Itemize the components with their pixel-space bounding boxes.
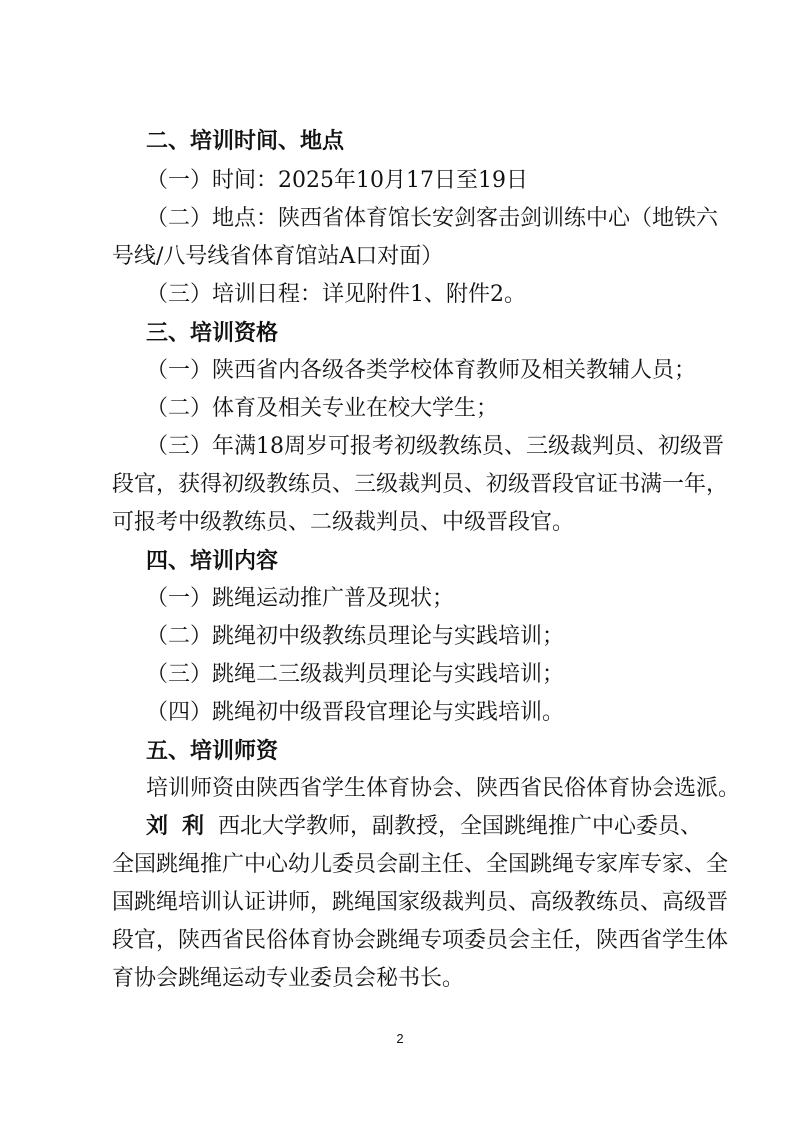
teacher-name: 刘利 [146, 814, 219, 839]
paragraph-qualification-2: （二）体育及相关专业在校大学生； [146, 396, 499, 421]
teacher-bio-line-5: 育协会跳绳运动专业委员会秘书长。 [112, 966, 465, 991]
paragraph-qualification-3-line-3: 可报考中级教练员、二级裁判员、中级晋段官。 [112, 510, 575, 535]
teacher-bio-text-1: 西北大学教师，副教授，全国跳绳推广中心委员、 [218, 814, 703, 839]
paragraph-qualification-3-line-2: 段官，获得初级教练员、三级裁判员、初级晋段官证书满一年， [112, 472, 729, 497]
section-heading-content: 四、培训内容 [146, 549, 279, 574]
paragraph-content-1: （一）跳绳运动推广普及现状； [146, 586, 455, 611]
section-heading-time-place: 二、培训时间、地点 [146, 129, 345, 154]
paragraph-teachers-intro: 培训师资由陕西省学生体育协会、陕西省民俗体育协会选派。 [146, 776, 741, 801]
section-heading-qualification: 三、培训资格 [146, 321, 279, 346]
teacher-bio-line-2: 全国跳绳推广中心幼儿委员会副主任、全国跳绳专家库专家、全 [112, 852, 729, 877]
paragraph-time: （一）时间：2025年10月17日至19日 [146, 168, 528, 193]
paragraph-content-3: （三）跳绳二三级裁判员理论与实践培训； [146, 662, 565, 687]
paragraph-qualification-1: （一）陕西省内各级各类学校体育教师及相关教辅人员； [146, 358, 697, 383]
teacher-bio-line-4: 段官，陕西省民俗体育协会跳绳专项委员会主任，陕西省学生体 [112, 928, 729, 953]
paragraph-content-4: （四）跳绳初中级晋段官理论与实践培训。 [146, 700, 565, 725]
teacher-bio-line-1 [146, 813, 702, 841]
teacher-bio-line-3: 国跳绳培训认证讲师，跳绳国家级裁判员、高级教练员、高级晋 [112, 890, 729, 915]
paragraph-content-2: （二）跳绳初中级教练员理论与实践培训； [146, 624, 565, 649]
paragraph-schedule: （三）培训日程：详见附件1、附件2。 [146, 282, 526, 307]
page-number: 2 [396, 1031, 404, 1046]
section-heading-teachers: 五、培训师资 [146, 739, 279, 764]
paragraph-place-line-2: 号线/八号线省体育馆站A口对面） [112, 244, 444, 269]
paragraph-qualification-3-line-1: （三）年满18周岁可报考初级教练员、三级裁判员、初级晋 [146, 434, 724, 459]
paragraph-place-line-1: （二）地点：陕西省体育馆长安剑客击剑训练中心（地铁六 [146, 206, 719, 231]
